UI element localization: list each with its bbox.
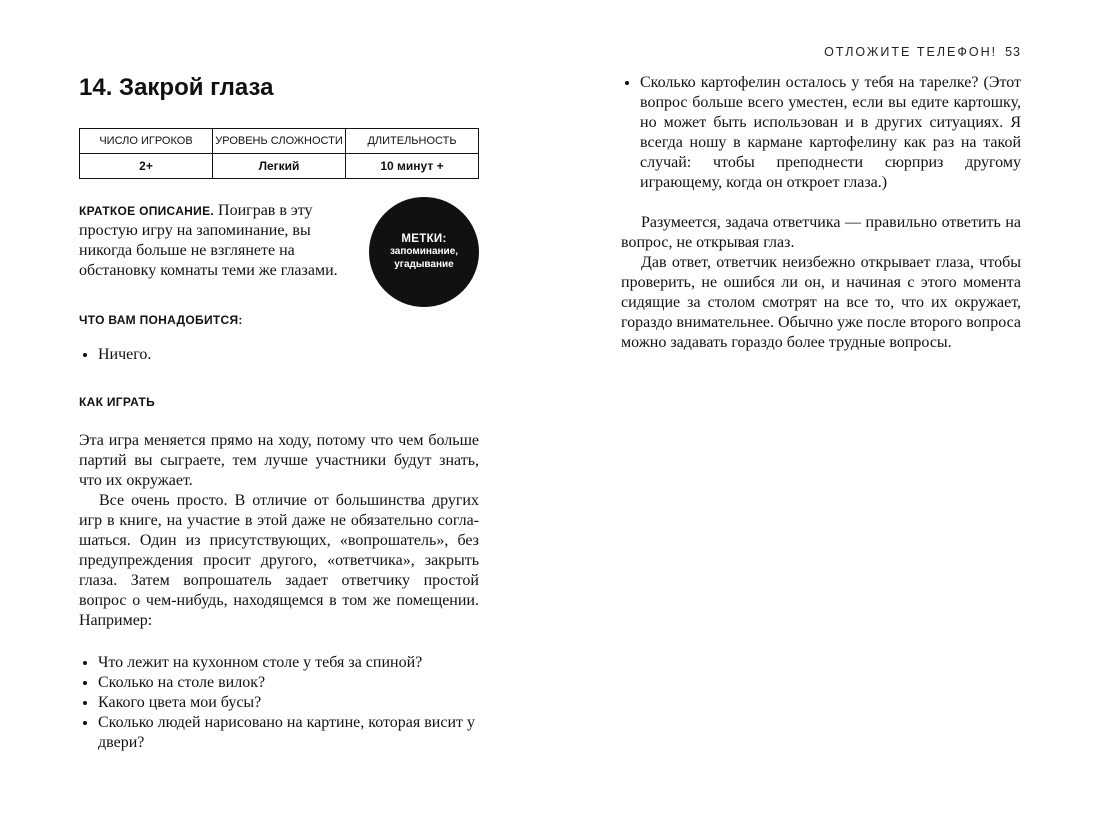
difficulty-header: УРОВЕНЬ СЛОЖНОСТИ xyxy=(213,129,346,154)
paragraph: Дав ответ, ответчик неизбежно открывает глаза, чтобы проверить, не ошибся ли он, и начиная с этого момента сидящие за столом смотрят на все то, что их окружает, гораздо внимательнее. Обычно уже после второго вопроса можно задавать гораздо более трудные вопросы. xyxy=(621,254,1021,351)
continued-text xyxy=(621,213,1021,353)
difficulty-value: Легкий xyxy=(213,154,346,179)
summary-text xyxy=(79,201,349,281)
players-value: 2+ xyxy=(80,154,213,179)
running-header xyxy=(824,45,1021,59)
duration-header: ДЛИТЕЛЬНОСТЬ xyxy=(346,129,479,154)
needs-heading: ЧТО ВАМ ПОНАДОБИТСЯ: xyxy=(79,313,243,327)
example-questions-list xyxy=(79,653,479,753)
how-to-play-text xyxy=(79,431,479,631)
running-title: ОТЛОЖИТЕ ТЕЛЕФОН! xyxy=(824,45,998,59)
players-header: ЧИСЛО ИГРОКОВ xyxy=(80,129,213,154)
game-info-table xyxy=(79,128,479,179)
summary-block xyxy=(79,201,479,313)
duration-value: 10 минут + xyxy=(346,154,479,179)
summary-body: Поиграв в эту простую игру на запоминание, вы никогда больше не взглянете на обстановку комнаты теми же глазами. xyxy=(79,202,338,279)
tags-text: запоминание, угадывание xyxy=(389,246,459,270)
list-item: • Что лежит на кухонном столе у тебя за спиной? xyxy=(98,653,479,673)
tags-title: МЕТКИ: xyxy=(401,233,447,245)
left-page xyxy=(79,72,479,753)
list-item: • Ничего. xyxy=(98,345,479,365)
needs-list xyxy=(79,345,479,365)
summary-label: КРАТКОЕ ОПИСАНИЕ. xyxy=(79,204,215,218)
continued-questions-list xyxy=(621,73,1021,193)
list-item: • Сколько на столе вилок? xyxy=(98,673,479,693)
paragraph: Разумеется, задача ответчика — правильно ответить на вопрос, не открывая глаз. xyxy=(621,214,1021,251)
game-title: 14. Закрой глаза xyxy=(79,74,274,101)
paragraph: Эта игра меняется прямо на ходу, потому что чем больше партий вы сыграете, тем лучше участники будут знать, что их окружает. xyxy=(79,432,479,489)
page-number: 53 xyxy=(1005,45,1021,59)
table-value-row xyxy=(80,154,479,179)
tags-badge xyxy=(369,197,479,307)
how-to-play-heading: КАК ИГРАТЬ xyxy=(79,395,156,409)
right-page xyxy=(621,73,1021,353)
list-item: • Какого цвета мои бусы? xyxy=(98,693,479,713)
list-item: • Сколько людей нарисовано на картине, которая висит у двери? xyxy=(98,713,479,753)
list-item: • Сколько картофелин осталось у тебя на тарелке? (Этот вопрос больше всего уместен, если вы едите картошку, но может быть использован и в других ситуациях. Я всегда ношу в кармане картофелину как раз на такой случай: чтобы преподнести сюрприз другому играющему, когда он откроет глаза.) xyxy=(640,73,1021,193)
paragraph: Все очень просто. В отличие от большинства других игр в книге, на участие в этой даже не обязательно соглашаться. Один из присутствующих, «вопрошатель», без предупреждения просит другого, «ответчика», закрыть глаза. Затем вопрошатель задает ответчику простой вопрос о чем-нибудь, находящемся в том же помещении. Например: xyxy=(79,492,479,629)
table-header-row xyxy=(80,129,479,154)
